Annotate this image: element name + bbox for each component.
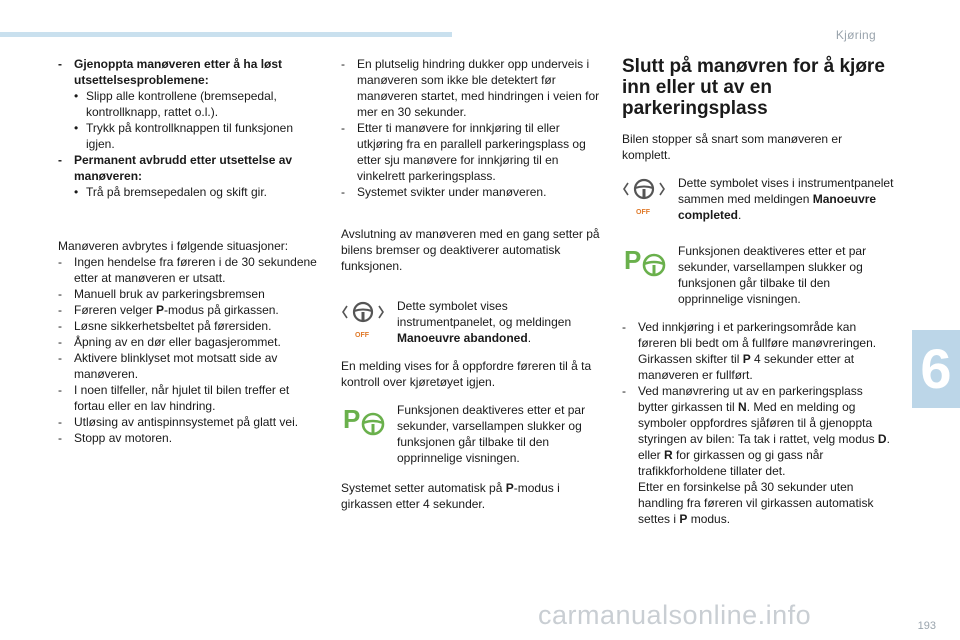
svg-text:P: P — [624, 245, 642, 275]
off-label: OFF — [636, 209, 650, 216]
end-text: Avslutning av manøveren med en gang setter på bilens bremser og deaktiverer automatisk funksjonen. — [341, 227, 600, 273]
intro-text: Bilen stopper så snart som manøveren er komplett. — [622, 132, 843, 162]
top-accent-bar — [0, 32, 452, 37]
list-item: - Åpning av en dør eller bagasjerommet. — [58, 335, 281, 349]
final-text: Systemet setter automatisk på P-modus i girkassen etter 4 sekunder. — [341, 481, 560, 511]
list-item: - Løsne sikkerhetsbeltet på førersiden. — [58, 319, 272, 333]
abandoned-notice: OFF Dette symbolet vises instrumentpanelet, og meldingen Manoeuvre abandoned. — [341, 298, 603, 346]
manoeuvre-abandoned: Manoeuvre abandoned — [397, 331, 528, 345]
list-item: - Systemet svikter under manøveren. — [341, 185, 547, 199]
list-item: - Utløsing av antispinnsystemet på glatt vei. — [58, 415, 299, 429]
off-label: OFF — [355, 332, 369, 339]
list-item: - I noen tilfeller, når hjulet til bilen treffer et fortau eller en lav hindring. — [58, 383, 290, 413]
cancel-intro: Manøveren avbrytes i følgende situasjoner: — [58, 239, 289, 253]
list-item: - En plutselig hindring dukker opp underveis i manøveren som ikke ble detektert før manøveren startet, med hindringen i veien for mer en 30 sekunder. — [341, 57, 600, 119]
section-label: Kjøring — [835, 28, 876, 42]
steering-off-icon — [341, 298, 397, 344]
list-item: • Trå på bremsepedalen og skift gir. — [74, 185, 267, 199]
list-item: - Stopp av motoren. — [58, 431, 173, 445]
icon2-text: Funksjonen deaktiveres etter et par sekunder, varsellampen slukker og funksjonen går tilbake til den opprinnelige visningen. — [678, 244, 867, 306]
steering-off-icon — [622, 175, 678, 221]
park-steering-icon — [622, 243, 678, 289]
list-item: • Trykk på kontrollknappen til funksjonen igjen. — [74, 121, 293, 151]
list-item: - Aktivere blinklyset mot motsatt side av manøveren. — [58, 351, 278, 381]
list-item: - Ved manøvrering ut av en parkeringsplass bytter girkassen til N. Med en melding og symboler oppfordres sjåføren til å gjenoppta styringen av bilen: Ta tak i rattet, velg modus D. eller R for girkassen og gi gass når trafikkforholdene tillater det. Etter en forsinkelse på 30 sekunder uten handling fra føreren vil girkassen automatisk settes i P modus. — [622, 384, 890, 526]
column-1 — [58, 56, 320, 446]
chapter-tab: 6 — [912, 330, 960, 408]
column-3 — [622, 56, 894, 527]
manoeuvre-completed: Manoeuvre completed — [678, 192, 877, 222]
message-text: En melding vises for å oppfordre føreren til å ta kontroll over kjøretøyet igjen. — [341, 359, 592, 389]
deactivate-notice — [622, 243, 894, 307]
section-heading: Slutt på manøvren for å kjøre inn eller ut av en parkeringsplass — [622, 56, 885, 119]
list-item: • Slipp alle kontrollene (bremsepedal, kontrollknapp, rattet o.l.). — [74, 89, 277, 119]
list-item: - Ved innkjøring i et parkeringsområde kan føreren bli bedt om å fullføre manøvreringen. Girkassen skifter til P 4 sekunder etter at manøveren er fullført. — [622, 320, 877, 382]
list-item: - Føreren velger P-modus på girkassen. — [58, 303, 279, 317]
column-2 — [341, 56, 603, 512]
icon1-text: Dette symbolet vises i instrumentpanelet sammen med meldingen — [678, 176, 894, 206]
page-number: 193 — [917, 620, 936, 632]
abort-title: - Permanent avbrudd etter utsettelse av manøveren: — [58, 153, 293, 183]
list-item: - Manuell bruk av parkeringsbremsen — [58, 287, 265, 301]
icon2-text: Funksjonen deaktiveres etter et par sekunder, varsellampen slukker og funksjonen går tilbake til den opprinnelige visningen. — [397, 403, 586, 465]
svg-text:P: P — [343, 404, 361, 434]
icon1-text: Dette symbolet vises instrumentpanelet, og meldingen — [397, 299, 572, 329]
watermark: carmanualsonline.info — [538, 600, 812, 630]
resume-title: - Gjenoppta manøveren etter å ha løst utsettelsesproblemene: — [58, 57, 283, 87]
completed-notice: OFF Dette symbolet vises i instrumentpanelet sammen med meldingen Manoeuvre completed. — [622, 175, 894, 223]
list-item: - Ingen hendelse fra føreren i de 30 sekundene etter at manøveren er utsatt. — [58, 255, 317, 285]
park-steering-icon — [341, 402, 397, 448]
deactivate-notice — [341, 402, 603, 466]
list-item: - Etter ti manøvere for innkjøring til eller utkjøring fra en parallell parkeringsplass og etter sju manøvere for innkjøring til en vinkelrett parkeringsplass. — [341, 121, 586, 183]
